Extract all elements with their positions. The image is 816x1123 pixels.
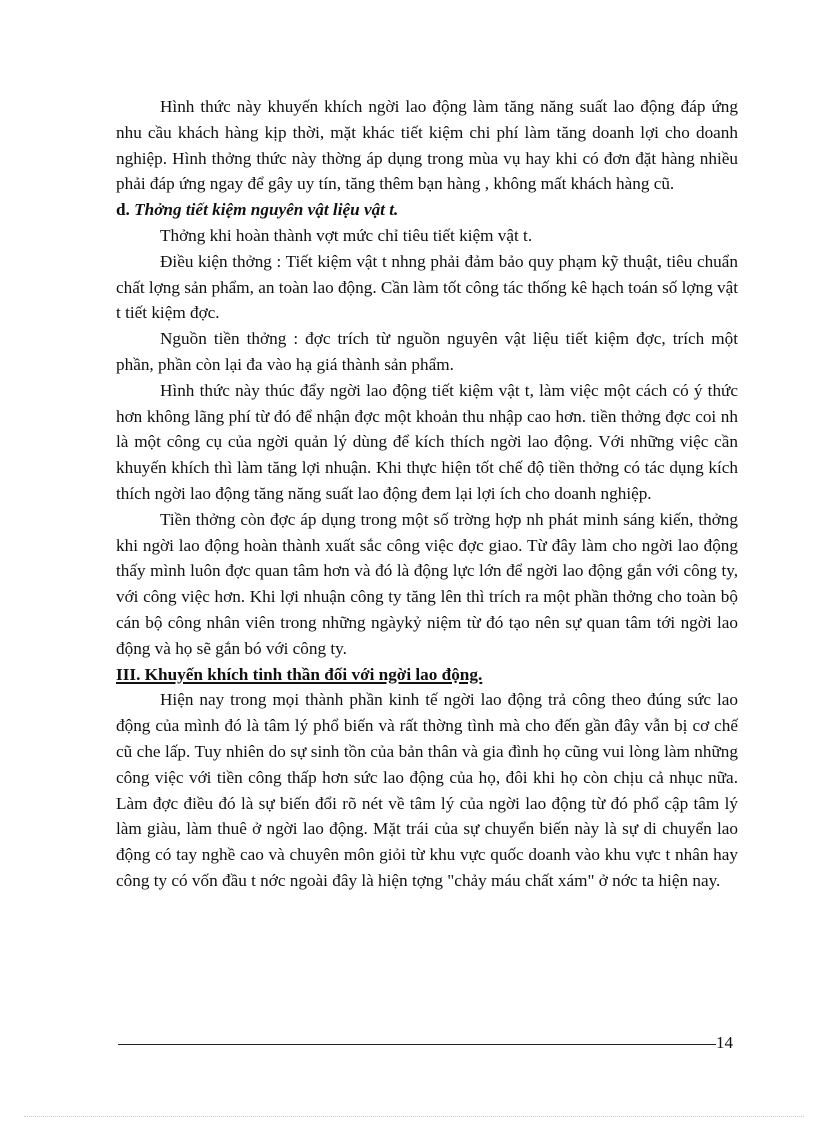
section-heading-iii: III. Khuyến khích tinh thần đối với ngời lao động. (116, 664, 483, 684)
document-body (116, 94, 738, 894)
body-paragraph: Hình thức này khuyến khích ngời lao động làm tăng năng suất lao động đáp ứng nhu cầu khách hàng kịp thời, mặt khác tiết kiệm chi phí làm tăng doanh lợi cho doanh nghiệp. Hình thởng thức này thờng áp dụng trong mùa vụ hay khi có đơn đặt hàng nhiều phải đáp ứng ngay để gây uy tín, tăng thêm bạn hàng , không mất khách hàng cũ. (116, 97, 738, 194)
page-bottom-border (24, 1116, 804, 1117)
body-paragraph: Hình thức này thúc đẩy ngời lao động tiết kiệm vật t, làm việc một cách có ý thức hơn không lãng phí từ đó để nhận đợc một khoản thu nhập cao hơn. tiền thởng đợc coi nh là một công cụ của ngời quản lý dùng để kích thích ngời lao động. Với những việc cần khuyến khích thì làm tăng lợi nhuận. Khi thực hiện tốt chế độ tiền thởng có tác dụng kích thích ngời lao động tăng năng suất lao động đem lại lợi ích cho doanh nghiệp. (116, 380, 738, 503)
body-paragraph: Nguồn tiền thởng : đợc trích từ nguồn nguyên vật liệu tiết kiệm đợc, trích một phần, phần còn lại đa vào hạ giá thành sản phẩm. (116, 329, 738, 374)
section-heading-d-number: d. (116, 200, 135, 220)
body-paragraph: Điều kiện thởng : Tiết kiệm vật t nhng phải đảm bảo quy phạm kỹ thuật, tiêu chuẩn chất lợng sản phẩm, an toàn lao động. Cần làm tốt công tác thống kê hạch toán số lợng vật t tiết kiệm đợc. (116, 251, 738, 323)
page-number: 14 (716, 1033, 733, 1052)
body-paragraph: Hiện nay trong mọi thành phần kinh tế ngời lao động trả công theo đúng sức lao động của mình đó là tâm lý phổ biến và rất thờng tình mà cho đến gần đây vẫn bị cơ chế cũ che lấp. Tuy nhiên do sự sinh tồn của bản thân và gia đình họ cũng vui lòng làm những công việc với tiền công thấp hơn sức lao động của họ, đôi khi họ còn chịu cả nhục nữa. Làm đợc điều đó là sự biến đổi rõ nét về tâm lý của ngời lao động từ đó phổ cập tâm lý làm giàu, làm thuê ở ngời lao động. Mặt trái của sự chuyển biến này là sự di chuyển lao động có tay nghề cao và chuyên môn giỏi từ khu vực quốc doanh vào khu vực t nhân hay công ty có vốn đầu t nớc ngoài đây là hiện tợng "chảy máu chất xám" ở nớc ta hiện nay. (116, 690, 738, 890)
body-paragraph: Tiền thởng còn đợc áp dụng trong một số trờng hợp nh phát minh sáng kiến, thởng khi ngời lao động hoàn thành xuất sắc công việc đợc giao. Từ đây làm cho ngời lao động thấy mình luôn đợc quan tâm hơn và đó là động lực lớn để ngời lao động gắn với công ty, với công việc hơn. Khi lợi nhuận công ty tăng lên thì trích ra một phần thởng cho toàn bộ cán bộ công nhân viên trong những ngàykỷ niệm từ đó tạo nên sự quan tâm tới ngời lao động và họ sẽ gắn bó với công ty. (116, 509, 738, 658)
footer-rule (118, 1044, 716, 1045)
section-heading-d (116, 197, 738, 223)
body-paragraph: Thởng khi hoàn thành vợt mức chỉ tiêu tiết kiệm vật t. (160, 225, 533, 245)
section-heading-d-title: Thởng tiết kiệm nguyên vật liệu vật t. (134, 200, 399, 220)
